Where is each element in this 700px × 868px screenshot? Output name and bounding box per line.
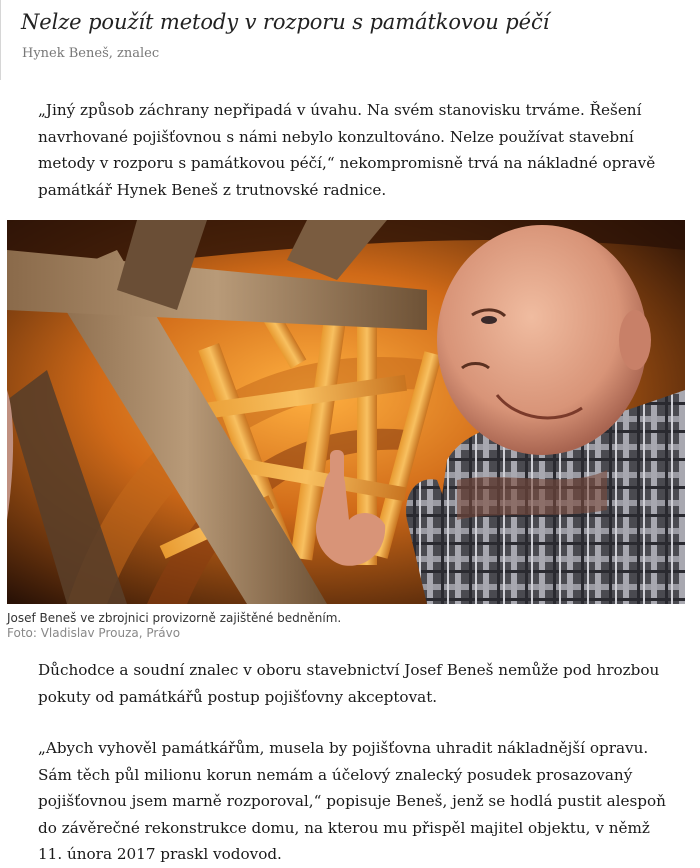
paragraph-line: metody v rozporu s památkovou péčí,“ nekompromisně trvá na nákladné opravě [38, 154, 656, 172]
paragraph-line: památkář Hynek Beneš z trutnovské radnice. [38, 180, 387, 199]
paragraph-line: pojišťovnou jsem marně rozporoval,“ popisuje Beneš, jenž se hodlá pustit alespoň [38, 792, 666, 810]
article-paragraph-1 [38, 97, 678, 203]
paragraph-line: 11. února 2017 praskl vodovod. [38, 845, 282, 863]
article-paragraph-3 [38, 735, 678, 868]
photo-credit: Foto: Vladislav Prouza, Právo [7, 626, 181, 640]
paragraph-line: do závěrečné rekonstrukce domu, na kterou mu přispěl majitel objektu, v němž [38, 818, 650, 837]
article-paragraph-2 [38, 657, 678, 710]
pull-quote-title: Nelze použít metody v rozporu s památkovou péčí [21, 10, 550, 34]
photo-caption: Josef Beneš ve zbrojnici provizorně zajištěné bedněním. [7, 611, 342, 625]
paragraph-line: „Jiný způsob záchrany nepřipadá v úvahu. Na svém stanovisku trváme. Řešení [38, 101, 642, 119]
paragraph-line: Důchodce a soudní znalec v oboru stavebnictví Josef Beneš nemůže pod hrozbou [38, 661, 660, 679]
paragraph-line: „Abych vyhověl památkářům, musela by pojišťovna uhradit nákladnější opravu. [38, 739, 649, 757]
pull-quote-author: Hynek Beneš, znalec [22, 46, 160, 61]
photo-illustration [7, 220, 685, 604]
paragraph-line: pokuty od památkářů postup pojišťovny akceptovat. [38, 687, 438, 706]
paragraph-line: navrhované pojišťovnou s námi nebylo konzultováno. Nelze používat stavební [38, 127, 634, 146]
paragraph-line: Sám těch půl milionu korun nemám a účelový znalecký posudek prosazovaný [38, 765, 633, 784]
pull-quote [0, 0, 680, 80]
article-photo[interactable] [7, 220, 685, 604]
